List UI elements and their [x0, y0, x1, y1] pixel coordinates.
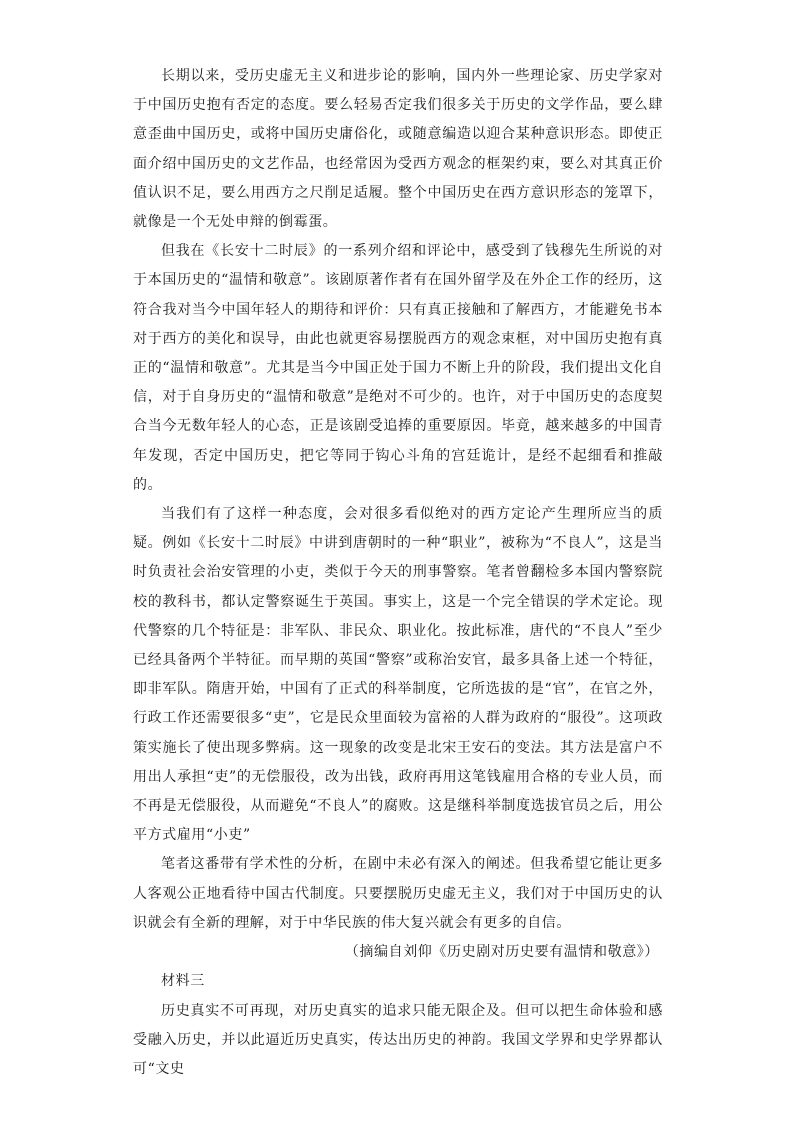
paragraph-3: 当我们有了这样一种态度，会对很多看似绝对的西方定论产生理所应当的质疑。例如《长安十二时辰》中讲到唐朝时的一种“职业”，被称为“不良人”，这是当时负责社会治安管理的小吏，类似于今天的刑事警察。笔者曾翻检多本国内警察院校的教科书，都认定警察诞生于英国。事实上，这是一个完全错误的学术定论。现代警察的几个特征是：非军队、非民众、职业化。按此标准，唐代的“不良人”至少已经具备两个半特征。而早期的英国“警察”或称治安官，最多具备上述一个特征，即非军队。隋唐开始，中国有了正式的科举制度，它所选拔的是“官”，在官之外，行政工作还需要很多“吏”，它是民众里面较为富裕的人群为政府的“服役”。这项政策实施长了使出现多弊病。这一现象的改变是北宋王安石的变法。其方法是富户不用出人承担“吏”的无偿服役，改为出钱，政府再用这笔钱雇用合格的专业人员，而不再是无偿服役，从而避免“不良人”的腐败。这是继科举制度选拔官员之后，用公平方式雇用“小吏”: [133, 506, 663, 844]
document-body: [133, 62, 663, 1084]
paragraph-4: 笔者这番带有学术性的分析，在剧中未必有深入的阐述。但我希望它能让更多人客观公正地看待中国古代制度。只要摆脱历史虚无主义，我们对于中国历史的认识就会有全新的理解，对于中华民族的伟大复兴就会有更多的自信。: [133, 856, 663, 931]
source-citation: （摘编自刘仰《历史剧对历史要有温情和敬意》）: [344, 944, 659, 961]
paragraph-1: 长期以来，受历史虚无主义和进步论的影响，国内外一些理论家、历史学家对于中国历史抱有否定的态度。要么轻易否定我们很多关于历史的文学作品，要么肆意歪曲中国历史，或将中国历史庸俗化，或随意编造以迎合某种意识形态。即使正面介绍中国历史的文艺作品，也经常因为受西方观念的框架约束，要么对其真正价值认识不足，要么用西方之尺削足适履。整个中国历史在西方意识形态的笼罩下，就像是一个无处申辩的倒霉蛋。: [133, 68, 663, 231]
material-heading: 材料三: [161, 973, 205, 990]
paragraph-2: 但我在《长安十二时辰》的一系列介绍和评论中，感受到了钱穆先生所说的对于本国历史的“温情和敬意”。该剧原著作者有在国外留学及在外企工作的经历，这符合我对当今中国年轻人的期待和评价：只有真正接触和了解西方，才能避免书本对于西方的美化和误导，由此也就更容易摆脱西方的观念束框，对中国历史抱有真正的“温情和敬意”。尤其是当今中国正处于国力不断上升的阶段，我们提出文化自信，对于自身历史的“温情和敬意”是绝对不可少的。也许，对于中国历史的态度契合当今无数年轻人的心态，正是该剧受追捧的重要原因。毕竟，越来越多的中国青年发现，否定中国历史，把它等同于钩心斗角的宫廷诡计，是经不起细看和推敲的。: [133, 243, 663, 493]
material-paragraph-1: 历史真实不可再现，对历史真实的追求只能无限企及。但可以把生命体验和感受融入历史，并以此逼近历史真实，传达出历史的神韵。我国文学界和史学界都认可“文史: [133, 1002, 663, 1077]
